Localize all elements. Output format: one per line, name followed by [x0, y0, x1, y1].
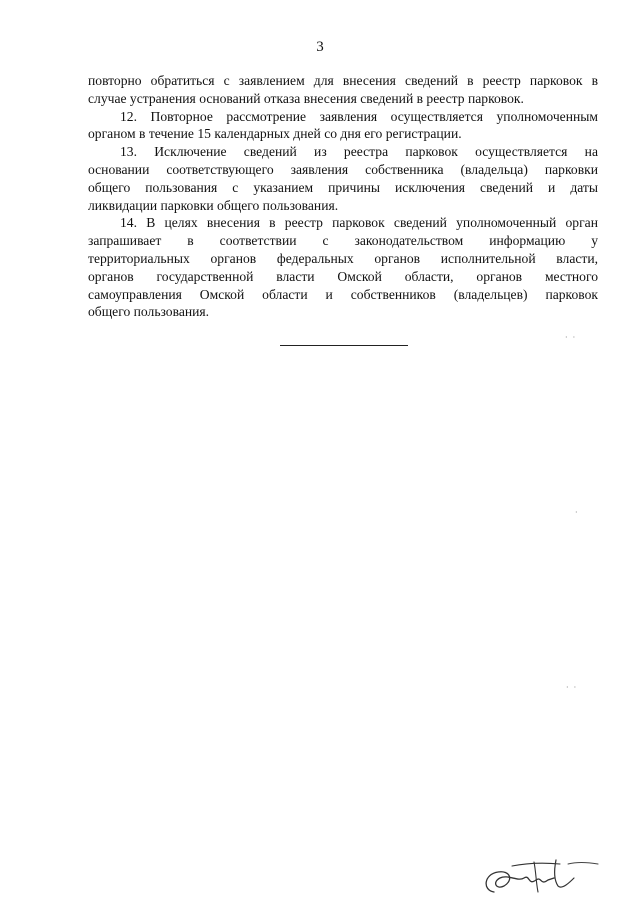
- scan-speck: · ·: [566, 683, 577, 692]
- handwritten-signature: [478, 852, 608, 900]
- paragraph-14-start: 14. В целях внесения в реестр парковок сведений уполномоченный орган: [120, 215, 598, 231]
- scan-speck: ·: [575, 508, 578, 517]
- text-line: запрашивает в соответствии с законодательством информацию у: [88, 233, 598, 249]
- paragraph-13-start: 13. Исключение сведений из реестра парковок осуществляется на: [120, 144, 598, 160]
- text-line: основании соответствующего заявления собственника (владельца) парковки: [88, 161, 598, 177]
- text-line: повторно обратиться с заявлением для внесения сведений в реестр парковок в: [88, 73, 598, 88]
- text-line: случае устранения оснований отказа внесения сведений в реестр парковок.: [88, 90, 524, 106]
- text-line: территориальных органов федеральных органов исполнительной власти,: [88, 250, 598, 266]
- text-line: ликвидации парковки общего пользования.: [88, 197, 339, 213]
- text-line: общего пользования с указанием причины исключения сведений и даты: [88, 179, 598, 195]
- scan-speck: · ·: [565, 333, 576, 342]
- paragraph-12-start: 12. Повторное рассмотрение заявления осуществляется уполномоченным: [120, 108, 598, 124]
- page-number: 3: [316, 39, 324, 55]
- text-line: самоуправления Омской области и собственников (владельцев) парковок: [88, 286, 598, 302]
- end-separator-line: [280, 345, 408, 346]
- text-line: общего пользования.: [88, 304, 210, 320]
- text-line: органов государственной власти Омской области, органов местного: [88, 268, 598, 284]
- document-body: [88, 72, 598, 321]
- text-line: органом в течение 15 календарных дней со дня его регистрации.: [88, 126, 462, 142]
